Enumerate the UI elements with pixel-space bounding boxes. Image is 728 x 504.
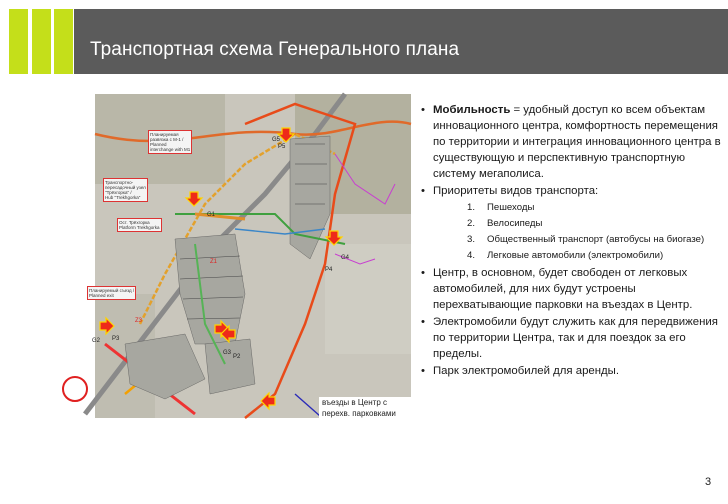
priorities-list — [433, 200, 726, 264]
transport-scheme-map — [89, 94, 411, 418]
priority-item: 4. Легковые автомобили (электромобили) — [467, 250, 664, 261]
bullet-car-free-center: • Центр, в основном, будет свободен от легковых автомобилей, для них будут устроены перехватывающие парковки на въездах в Центр. — [421, 265, 726, 313]
bullet-electric-cars: • Электромобили будут служить как для передвижения по территории Центра, так и для поездок за его пределы. — [421, 314, 726, 362]
title-banner — [74, 9, 728, 74]
bullet-list — [421, 102, 726, 379]
accent-bar-3 — [54, 9, 73, 74]
priority-item: 3. Общественный транспорт (автобусы на биогазе) — [467, 234, 705, 245]
marker-g3: G3 — [223, 350, 232, 356]
bullet-rental-fleet: • Парк электромобилей для аренды. — [421, 363, 726, 379]
page-number: 3 — [705, 476, 712, 488]
planned-exit-label: Планируемый съезд / Planned exit — [89, 288, 135, 298]
priority-item: 1. Пешеходы — [467, 202, 535, 213]
marker-p2: P2 — [233, 354, 241, 360]
marker-p5: P5 — [278, 144, 286, 150]
map-image — [92, 94, 411, 418]
entry-parking-caption: въезды в Центр с перехв. парковками — [319, 397, 411, 419]
priority-item: 2. Велосипеды — [467, 218, 543, 229]
mobility-definition: = удобный доступ ко всем объектам инновационного центра, комфортность перемещения по территории и интеграция инновационного центра в существующую и перспективную транспортную систему мегаполиса. — [433, 104, 721, 180]
marker-z1: Z1 — [210, 259, 218, 265]
interchange-label: Планируемая развязка с М-1 / Planned interchange with M1 — [150, 132, 191, 152]
slide-title: Транспортная схема Генерального плана — [90, 39, 460, 60]
marker-g5: G5 — [272, 137, 281, 143]
bullet-priorities — [421, 183, 726, 264]
station-label: Ост. Трёхгорка Platform Trekhgorka — [119, 220, 160, 230]
marker-g4: G4 — [341, 255, 350, 261]
marker-p4: P4 — [325, 267, 333, 273]
marker-g2: G2 — [92, 338, 101, 344]
content-text — [421, 102, 726, 380]
accent-bar-1 — [9, 9, 28, 74]
marker-g1: G1 — [207, 212, 216, 218]
mobility-term: Мобильность — [433, 104, 511, 116]
accent-bar-2 — [32, 9, 51, 74]
marker-z3: Z3 — [135, 318, 143, 324]
hub-label: Транспортно- пересадочный узел "Трёхгорка" / Hub "Trekhgorka" — [105, 180, 146, 200]
marker-p3: P3 — [112, 336, 120, 342]
priorities-heading: Приоритеты видов транспорта: — [433, 185, 599, 197]
bullet-mobility — [421, 102, 726, 182]
